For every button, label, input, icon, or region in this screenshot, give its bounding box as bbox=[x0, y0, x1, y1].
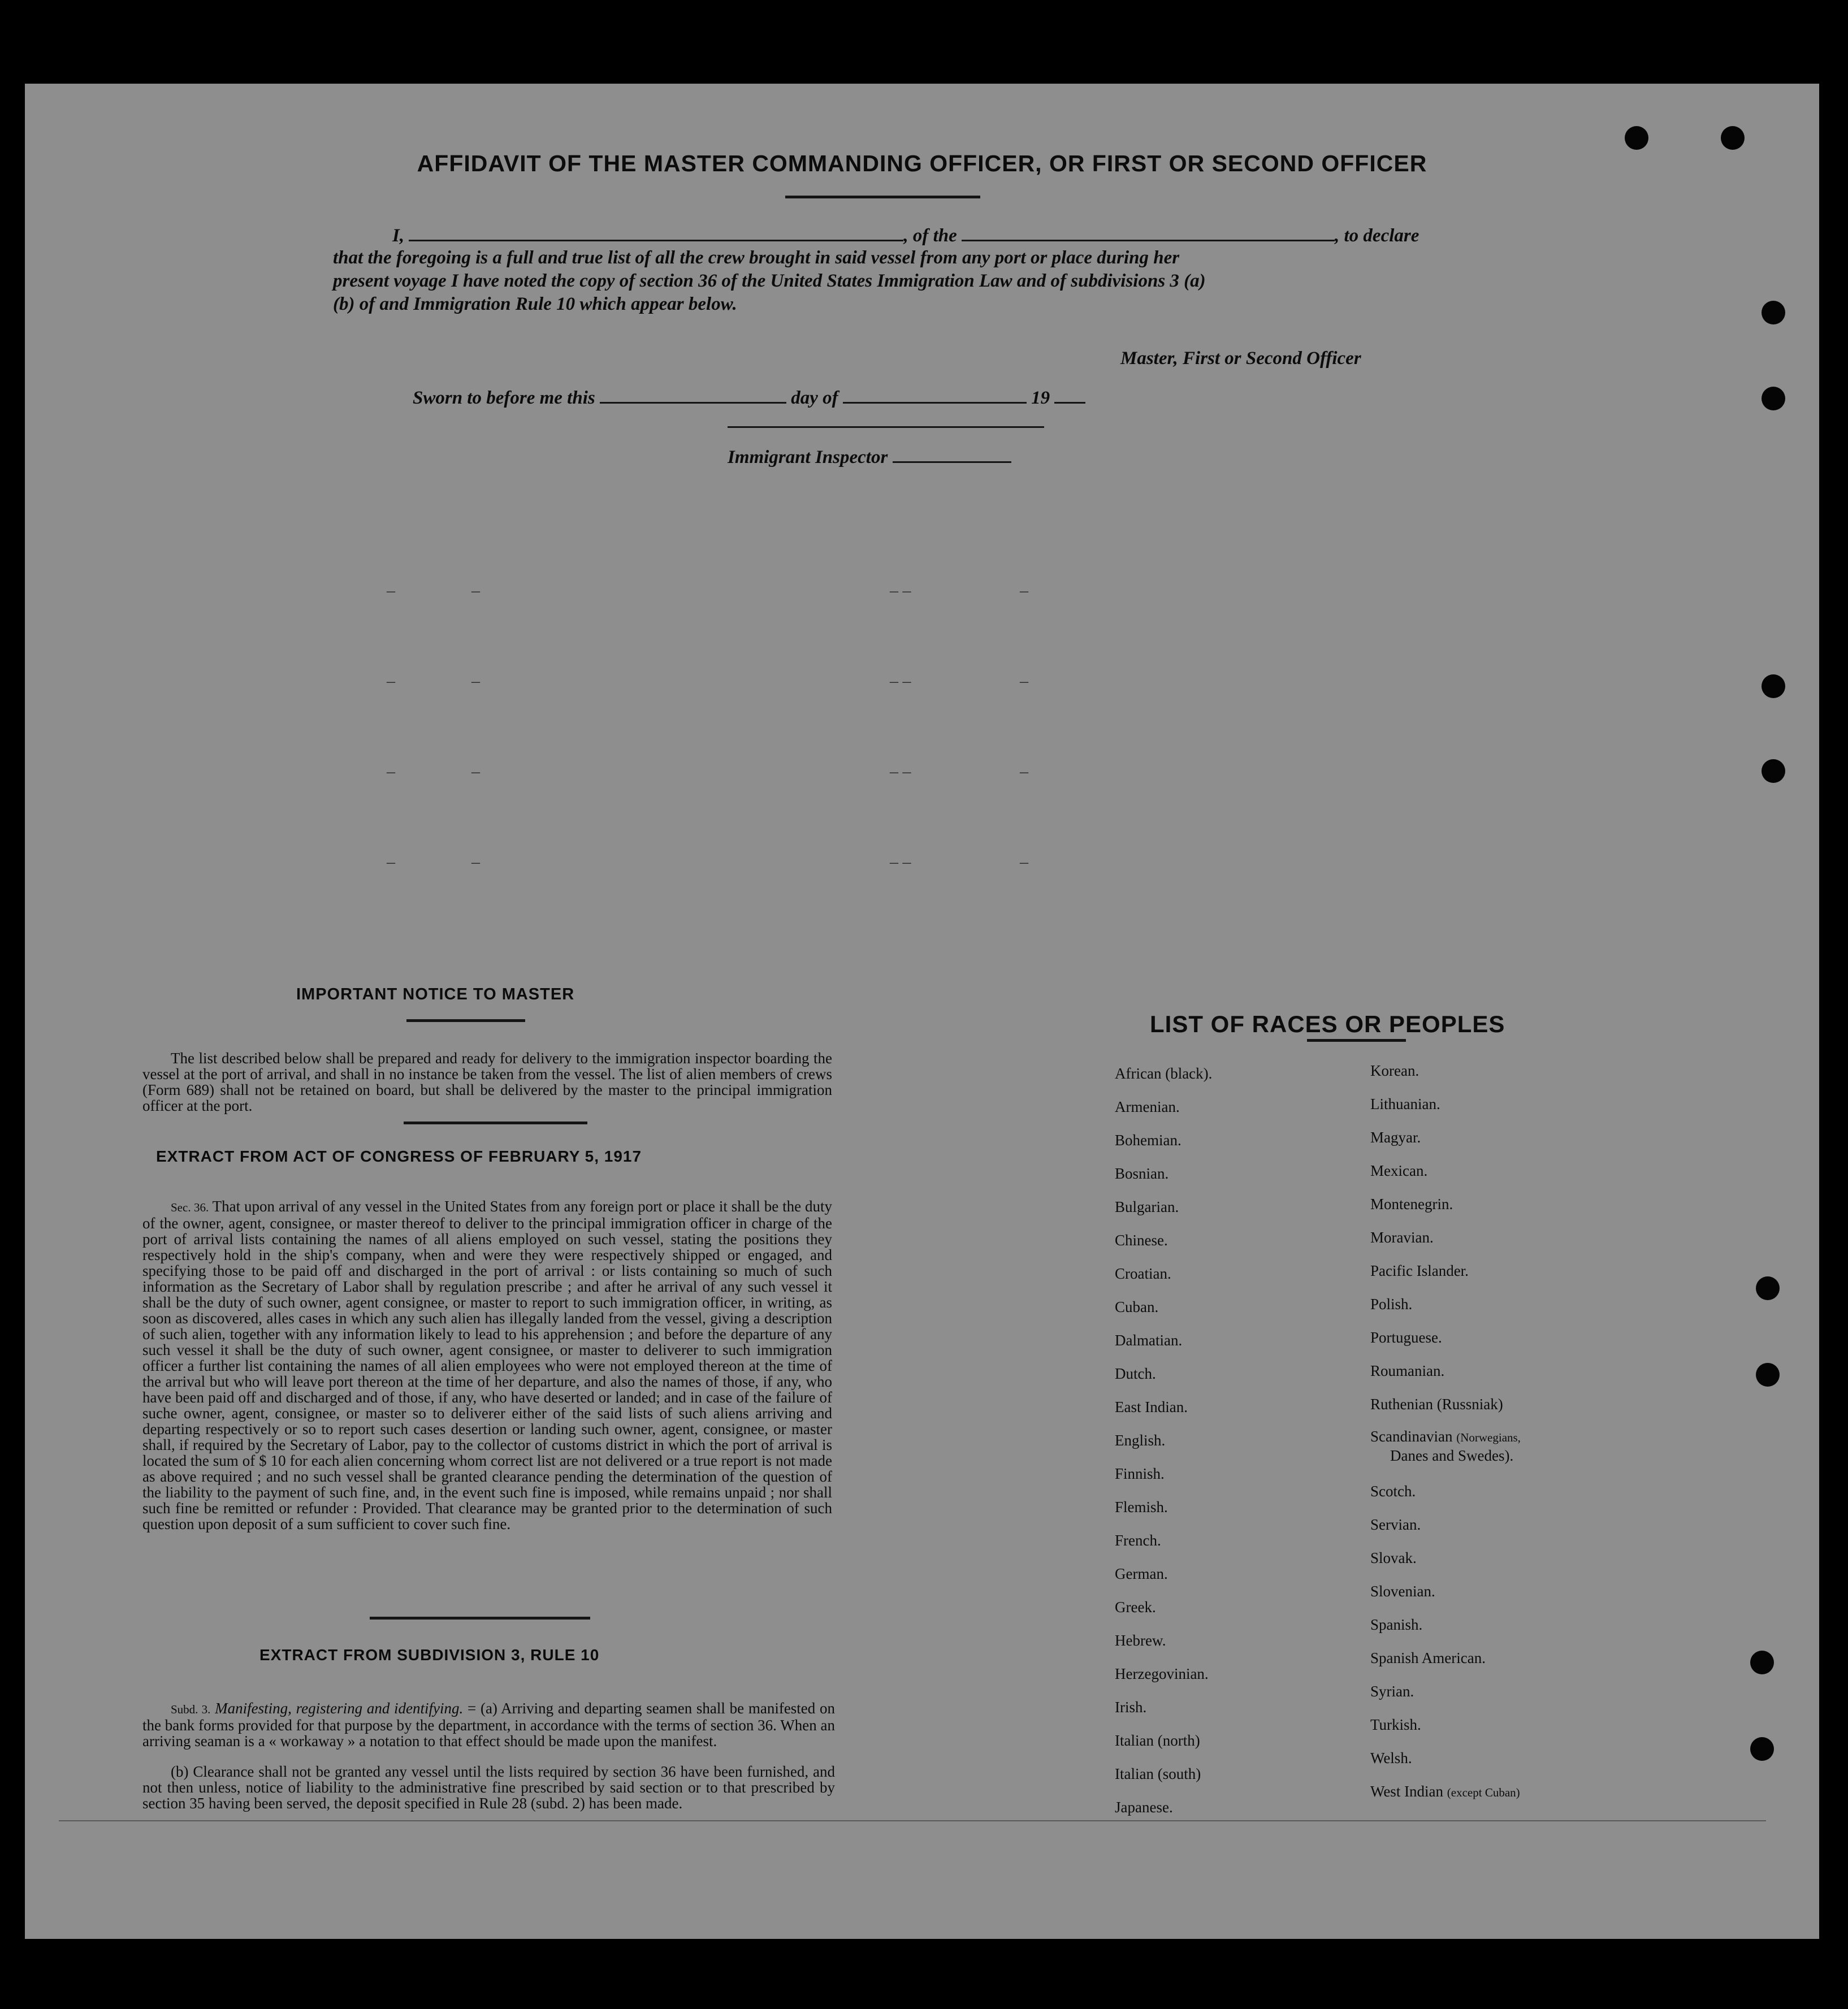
race-item: Greek. bbox=[1115, 1599, 1156, 1616]
notice-text: The list described below shall be prepared and ready for delivery to the immigration inspector boarding the vessel at the port of arrival, and shall in no instance be taken from the vessel. The list of alien members of crews (Form 689) shall not be retained on board, but shall be delivered by the master to the principal immigration officer at the port. bbox=[142, 1050, 832, 1114]
bottom-rule bbox=[59, 1820, 1766, 1821]
subd-label: Subd. 3. bbox=[171, 1703, 211, 1716]
binder-hole bbox=[1762, 301, 1785, 324]
affidavit-title: AFFIDAVIT OF THE MASTER COMMANDING OFFICER, OR FIRST OR SECOND OFFICER bbox=[417, 150, 1427, 176]
form-sheet bbox=[25, 84, 1819, 1939]
binder-hole bbox=[1762, 674, 1785, 698]
act-heading: EXTRACT FROM ACT OF CONGRESS OF FEBRUARY 5, 1917 bbox=[156, 1148, 642, 1165]
affidavit-i-label: I, bbox=[392, 226, 405, 246]
sec-label: Sec. 36. bbox=[171, 1201, 209, 1214]
binder-hole bbox=[1625, 126, 1648, 150]
binder-hole bbox=[1762, 387, 1785, 410]
race-item: Polish. bbox=[1370, 1296, 1413, 1313]
act-divider-top bbox=[404, 1122, 587, 1124]
day-of-label: day of bbox=[791, 388, 838, 408]
binder-hole bbox=[1750, 1737, 1774, 1761]
binder-hole bbox=[1721, 126, 1745, 150]
faint-mark: – bbox=[1020, 762, 1028, 781]
year-label: 19 bbox=[1031, 388, 1050, 408]
vessel-blank[interactable] bbox=[962, 224, 1335, 241]
binder-hole bbox=[1750, 1651, 1774, 1674]
race-item: Mexican. bbox=[1370, 1162, 1428, 1179]
scandinavian-label: Scandinavian bbox=[1370, 1428, 1453, 1445]
race-item: Servian. bbox=[1370, 1516, 1421, 1533]
race-item: Spanish American. bbox=[1370, 1649, 1486, 1666]
faint-mark: – – bbox=[890, 852, 911, 871]
faint-mark: – bbox=[1020, 672, 1028, 690]
races-column-2 bbox=[1370, 1060, 1521, 1815]
faint-mark: – bbox=[471, 762, 480, 781]
race-item: Korean. bbox=[1370, 1062, 1419, 1079]
race-item: Chinese. bbox=[1115, 1232, 1168, 1249]
race-item: Roumanian. bbox=[1370, 1362, 1445, 1379]
race-item: Hebrew. bbox=[1115, 1632, 1166, 1649]
race-item: Magyar. bbox=[1370, 1129, 1421, 1146]
race-item: Flemish. bbox=[1115, 1499, 1168, 1516]
title-divider bbox=[785, 196, 980, 198]
race-item: Montenegrin. bbox=[1370, 1196, 1453, 1213]
subd-title: Manifesting, registering and identifying. bbox=[215, 1700, 464, 1717]
race-item: Bosnian. bbox=[1115, 1165, 1169, 1182]
rule-text-a bbox=[142, 1700, 835, 1749]
race-item: Italian (north) bbox=[1115, 1732, 1200, 1749]
race-item: Italian (south) bbox=[1115, 1765, 1201, 1782]
affidavit-line-1 bbox=[392, 224, 1466, 246]
race-item: Syrian. bbox=[1370, 1683, 1414, 1700]
rule-divider-top bbox=[370, 1617, 590, 1620]
act-text bbox=[142, 1198, 832, 1532]
race-item: Pacific Islander. bbox=[1370, 1262, 1469, 1279]
race-item: East Indian. bbox=[1115, 1398, 1188, 1415]
binder-hole bbox=[1756, 1363, 1780, 1387]
faint-mark: – – bbox=[890, 672, 911, 690]
race-item: French. bbox=[1115, 1532, 1161, 1549]
races-column-1 bbox=[1115, 1063, 1212, 1830]
faint-mark: – bbox=[471, 581, 480, 600]
races-divider bbox=[1307, 1039, 1406, 1042]
act-body: That upon arrival of any vessel in the United States from any foreign port or place it shall be the duty of the owner, agent, consignee, or master thereof to deliver to the principal immigration officer in charge of the port of arrival lists containing the names of all aliens employed on such vessel, stating the positions they respectively hold in the ship's company, when and were they were respectively shipped or engaged, and specifying those to be paid off and discharged in the port of arrival : or lists containing so much of such information as the Secretary of Labor shall by regulation prescribe ; and after he arrival of any such vessel it shall be the duty of such owner, agent consignee, or master to report to such immigration officer, in writing, as soon as discovered, alles cases in which any such alien has illegally landed from the vessel, giving a description of such alien, together with any information likely to lead to his apprehension ; and before the departure of any such vessel it shall be the duty of such owner, agent consignee, or master to deliverer to such immigration officer a further list containing the names of all alien employees who were not employed thereon at the time of the arrival but who will leave port thereon at the time of her departure, and also the names of those, if any, who have been paid off and discharged and of those, if any, who have deserted or landed; and in case of the failure of suche owner, agent, consignee, or master so to deliverer either of the said lists of such aliens arriving and departing respectively or so to report such cases desertion or landing such owner, agent, consignee, or master shall, if required by the Secretary of Labor, pay to the collector of customs district in which the port of arrival is located the sum of $ 10 for each alien concerning whom correct list are not delivered or a true report is not made as above required ; and no such vessel shall be granted clearance pending the determination of the question of the liability to the payment of such fine, and, in the event such fine is imposed, while remains unpaid ; nor shall such fine be remitted or refunder : Provided. That clearance may be granted prior to the determination of such question upon deposit of a sum sufficient to cover such fine. bbox=[142, 1198, 832, 1532]
faint-mark: – bbox=[387, 762, 395, 781]
affidavit-line-3: present voyage I have noted the copy of section 36 of the United States Immigration Law and of subdivisions 3 (a) bbox=[333, 271, 1206, 291]
affidavit-line-2: that the foregoing is a full and true list of all the crew brought in said vessel from any port or place during her bbox=[333, 248, 1180, 268]
faint-mark: – – bbox=[890, 581, 911, 600]
affidavit-line-4: (b) of and Immigration Rule 10 which appear below. bbox=[333, 294, 737, 314]
faint-mark: – bbox=[1020, 852, 1028, 871]
race-item: Japanese. bbox=[1115, 1799, 1173, 1816]
race-item: German. bbox=[1115, 1565, 1168, 1582]
signer-label: Master, First or Second Officer bbox=[1120, 348, 1361, 369]
race-item: Dalmatian. bbox=[1115, 1332, 1183, 1349]
scandinavian-note: (Norwegians, bbox=[1456, 1431, 1521, 1444]
notice-divider bbox=[406, 1019, 525, 1022]
race-item: English. bbox=[1115, 1432, 1166, 1449]
race-item: Herzegovinian. bbox=[1115, 1665, 1209, 1682]
faint-mark: – bbox=[387, 672, 395, 690]
race-item: Ruthenian (Russniak) bbox=[1370, 1396, 1503, 1413]
faint-mark: – bbox=[471, 852, 480, 871]
faint-mark: – – bbox=[890, 762, 911, 781]
west-indian-label: West Indian bbox=[1370, 1783, 1444, 1800]
rule-text-b: (b) Clearance shall not be granted any vessel until the lists required by section 36 have been furnished, and not then unless, notice of liability to the administrative fine prescribed by said section or to that prescribed by section 35 having been served, the deposit specified in Rule 28 (subd. 2) has been made. bbox=[142, 1763, 835, 1812]
race-item: Lithuanian. bbox=[1370, 1096, 1440, 1112]
faint-mark: – bbox=[387, 581, 395, 600]
race-item: Armenian. bbox=[1115, 1098, 1180, 1115]
binder-hole bbox=[1762, 759, 1785, 783]
race-item-scandinavian bbox=[1370, 1427, 1521, 1481]
race-item: African (black). bbox=[1115, 1065, 1213, 1082]
race-item: Welsh. bbox=[1370, 1750, 1412, 1766]
name-blank[interactable] bbox=[409, 224, 903, 241]
subd-a-text: = (a) Arriving and departing seamen shall be manifested on the bank forms provided for that purpose by the department, in accordance with the terms of section 36. When an arriving seaman is a « workaway » a notation to that effect should be made upon the manifest. bbox=[142, 1700, 836, 1750]
inspector-line bbox=[728, 445, 1067, 468]
race-item-west-indian bbox=[1370, 1781, 1521, 1815]
sworn-year-blank[interactable] bbox=[1054, 386, 1085, 404]
inspector-blank[interactable] bbox=[893, 445, 1011, 463]
west-indian-note: (except Cuban) bbox=[1447, 1786, 1520, 1799]
race-item: Slovenian. bbox=[1370, 1583, 1435, 1600]
race-item: Portuguese. bbox=[1370, 1329, 1442, 1346]
race-item: Irish. bbox=[1115, 1699, 1147, 1716]
race-item: Slovak. bbox=[1370, 1549, 1417, 1566]
faint-mark: – bbox=[387, 852, 395, 871]
inspector-label: Immigrant Inspector bbox=[728, 447, 888, 467]
sworn-month-blank[interactable] bbox=[843, 386, 1027, 404]
race-item: Finnish. bbox=[1115, 1465, 1165, 1482]
faint-mark: – bbox=[1020, 581, 1028, 600]
sworn-day-blank[interactable] bbox=[600, 386, 786, 404]
binder-hole bbox=[1756, 1276, 1780, 1300]
races-heading: LIST OF RACES OR PEOPLES bbox=[1150, 1011, 1505, 1037]
race-item: Croatian. bbox=[1115, 1265, 1171, 1282]
affidavit-of-label: , of the bbox=[903, 226, 957, 246]
notice-heading: IMPORTANT NOTICE TO MASTER bbox=[296, 985, 575, 1003]
sworn-label: Sworn to before me this bbox=[413, 388, 595, 408]
race-item: Spanish. bbox=[1370, 1616, 1423, 1633]
race-item: Turkish. bbox=[1370, 1716, 1421, 1733]
race-item: Cuban. bbox=[1115, 1298, 1159, 1315]
inspector-signature-line[interactable] bbox=[728, 426, 1044, 428]
sworn-line bbox=[413, 386, 1204, 409]
rule-heading: EXTRACT FROM SUBDIVISION 3, RULE 10 bbox=[259, 1646, 600, 1664]
faint-mark: – bbox=[471, 672, 480, 690]
race-item: Scotch. bbox=[1370, 1483, 1416, 1500]
affidavit-declare-label: , to declare bbox=[1335, 226, 1419, 246]
race-item: Bulgarian. bbox=[1115, 1198, 1179, 1215]
scandinavian-line-2: Danes and Swedes). bbox=[1390, 1447, 1514, 1464]
race-item: Moravian. bbox=[1370, 1229, 1434, 1246]
race-item: Dutch. bbox=[1115, 1365, 1156, 1382]
race-item: Bohemian. bbox=[1115, 1132, 1181, 1149]
